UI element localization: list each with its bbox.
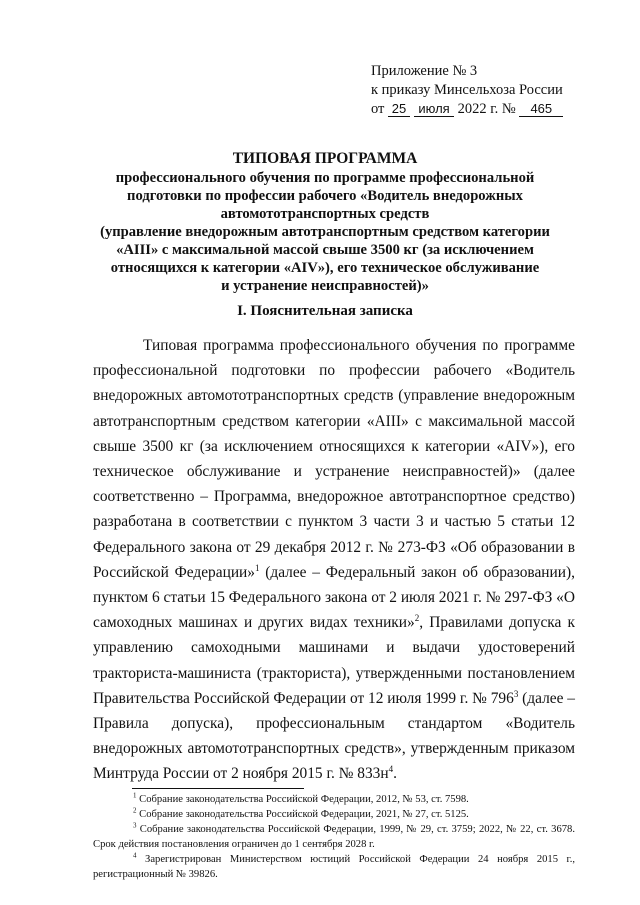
program-title-line: подготовки по профессии рабочего «Водитель внедорожных: [127, 188, 523, 204]
footnote-text: Собрание законодательства Российской Федерации, 2021, № 27, ст. 5125.: [136, 809, 469, 820]
body-paragraph: [93, 333, 575, 787]
appendix-date-line: [371, 100, 563, 119]
footnote-mark: 3: [133, 821, 137, 830]
footnote: [93, 852, 575, 882]
footnote-text: Собрание законодательства Российской Федерации, 1999, № 29, ст. 3759; 2022, № 22, ст. 3678. Срок действия постановления ограничен до 1 сентября 2028 г.: [93, 824, 575, 850]
program-title-line: автомототранспортных средств: [220, 206, 430, 222]
footnote: [93, 822, 575, 852]
program-title-line: (управление внедорожным автотранспортным средством категории: [100, 224, 550, 240]
order-month: июля: [414, 101, 454, 117]
program-title-line: «AIII» с максимальной массой свыше 3500 кг (за исключением: [116, 242, 534, 258]
body-text-part: (далее – Федеральный закон об образовании), пунктом 6 статьи 15 Федерального закона от 2 июля 2021 г. № 297-ФЗ «О самоходных машинах и других видах техники»: [93, 563, 575, 632]
body-text-part: Типовая программа профессионального обучения по программе профессиональной подготовки по профессии рабочего «Водитель внедорожных автомототранспортных средств (управление внедорожным автотранспортным средством категории «AIII» с максимальной массой свыше 3500 кг (за исключением относящихся к категории «AIV»), его техническое обслуживание и устранение неисправностей)» (далее соответственно – Программа, внедорожное автотранспортное средство) разработана в соответствии с пунктом 3 части 3 и частью 5 статьи 12 Федерального закона от 29 декабря 2012 г. № 273-ФЗ «Об образовании в Российской Федерации»: [93, 337, 575, 581]
program-title-main: ТИПОВАЯ ПРОГРАММА: [232, 150, 418, 167]
body-text-part: , Правилами допуска к управлению самоходными машинами и выдачи удостоверений тракториста-машиниста (тракториста), утвержденными постановлением Правительства Российской Федерации от 12 июля 1999 г. № 796: [93, 614, 575, 707]
section-heading: I. Пояснительная записка: [237, 303, 413, 319]
footnote-ref: 1: [254, 562, 260, 573]
program-title-line: и устранение неисправностей)»: [221, 278, 429, 294]
footnote-ref: 3: [513, 688, 519, 699]
footnote-divider: [132, 788, 304, 789]
order-year: 2022 г. №: [457, 101, 516, 117]
footnotes: [93, 792, 575, 882]
date-prefix: от: [371, 101, 385, 117]
body-text-part: .: [393, 765, 397, 783]
footnote: [93, 792, 575, 807]
footnote-text: Зарегистрирован Министерством юстиций Российской Федерации 24 ноября 2015 г., регистрационный № 39826.: [93, 854, 575, 880]
body-text-part: (далее – Правила допуска), профессиональным стандартом «Водитель внедорожных автомототранспортных средств», утвержденным приказом Минтруда России от 2 ноября 2015 г. № 833н: [93, 689, 575, 783]
program-title: [90, 150, 560, 295]
appendix-order-ref: к приказу Минсельхоза России: [371, 82, 563, 98]
footnote-ref: 4: [388, 764, 394, 775]
program-title-line: профессионального обучения по программе профессиональной: [115, 170, 535, 186]
order-number: 465: [519, 101, 563, 117]
footnote-ref: 2: [414, 613, 420, 624]
program-title-line: относящихся к категории «AIV»), его техническое обслуживание: [110, 260, 540, 276]
order-day: 25: [388, 101, 410, 117]
footnote: [93, 807, 575, 822]
footnote-mark: 1: [133, 791, 137, 800]
footnote-text: Собрание законодательства Российской Федерации, 2012, № 53, ст. 7598.: [136, 794, 469, 805]
appendix-header: [371, 62, 563, 119]
footnote-mark: 4: [133, 851, 137, 860]
appendix-number: Приложение № 3: [371, 63, 478, 79]
footnote-mark: 2: [133, 806, 137, 815]
